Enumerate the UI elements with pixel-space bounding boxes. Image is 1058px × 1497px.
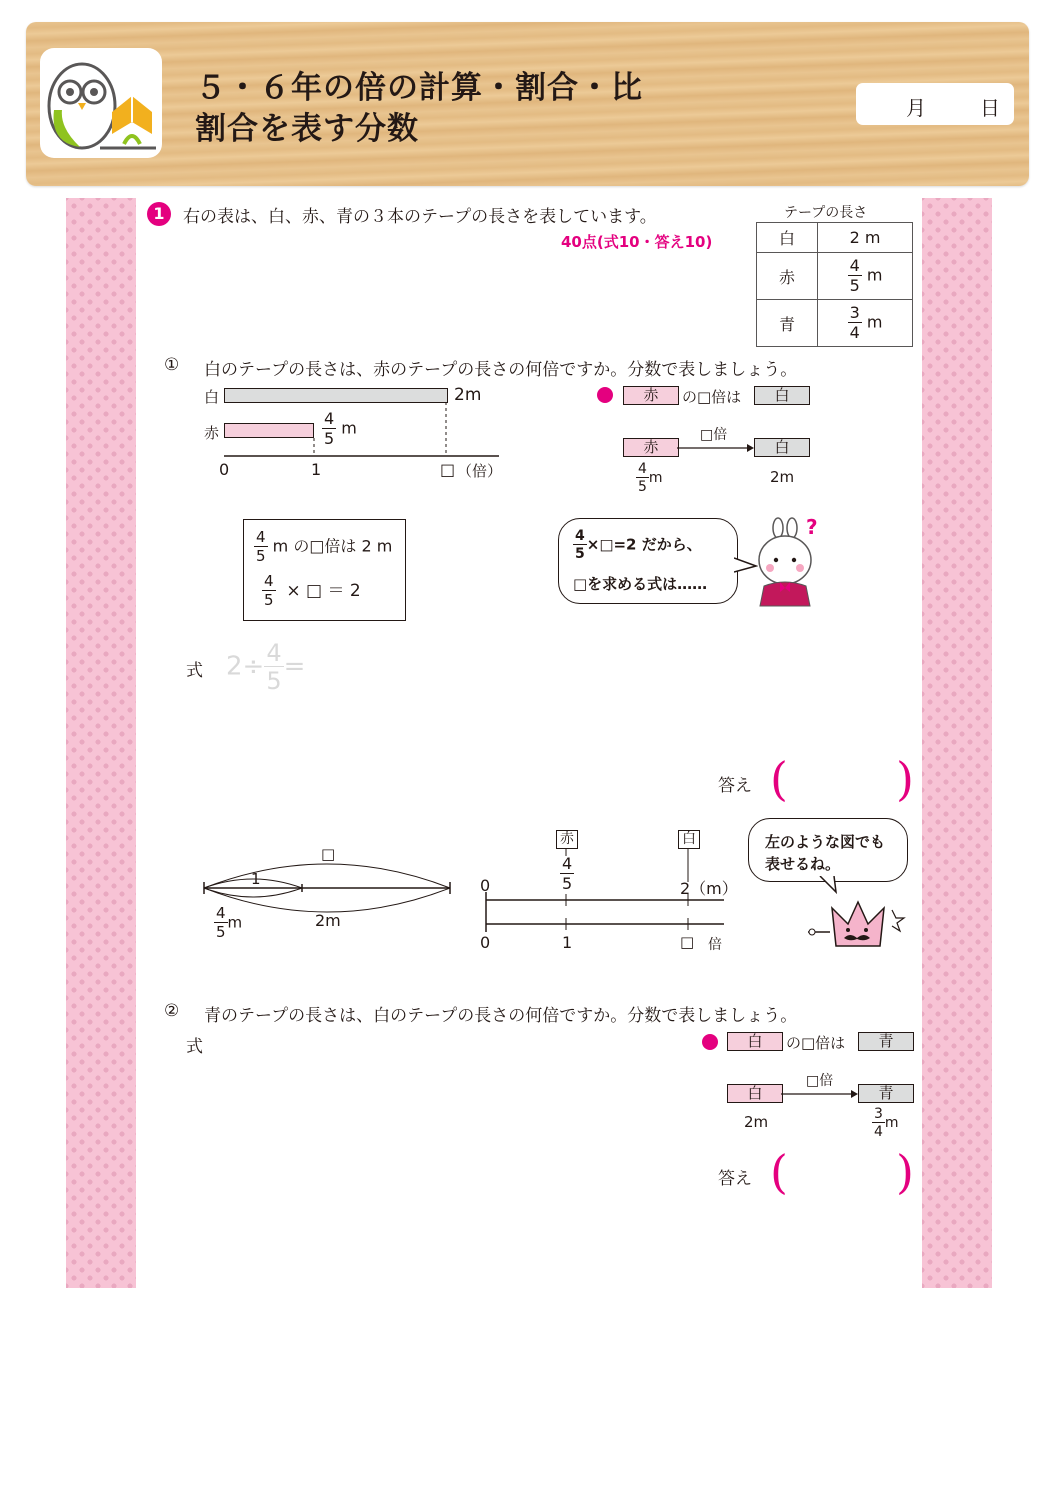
axis-one: 1 <box>311 460 322 479</box>
hint-red-length: $\frac{4}{5}$ m <box>638 461 663 495</box>
hint-arrow <box>677 440 757 456</box>
q1-question: 白のテープの長さは、赤のテープの長さの何倍ですか。分数で表しましょう。 <box>204 360 798 380</box>
numline-white-tag: 白 <box>678 830 700 849</box>
axis-box: □ <box>440 460 456 479</box>
q2-shiki-field[interactable] <box>186 1056 686 1146</box>
q1-answer-label: 答え <box>718 776 752 796</box>
arc-box-label: □ <box>321 845 336 863</box>
table-row-red-value: $\frac{4}{5}$ m <box>818 253 913 300</box>
apple-icon <box>597 387 613 403</box>
q1-answer-paren-close: ) <box>896 752 914 806</box>
bubble-line1: $\frac{4}{5}$ ×□=2 だから、 <box>575 528 702 562</box>
date-day-label: 日 <box>980 96 1000 120</box>
q2-question: 青のテープの長さは、白のテープの長さの何倍ですか。分数で表しましょう。 <box>204 1006 798 1026</box>
right-polka-border <box>922 198 992 1288</box>
crown-bubble-tail <box>818 876 844 896</box>
crown-bubble-line2: 表せるね。 <box>765 855 841 873</box>
crown-speech-bubble <box>748 818 908 882</box>
numline-2m: 2（m） <box>680 879 738 898</box>
hint-white-length: 2m <box>770 468 795 486</box>
table-row-white-value: 2 m <box>818 223 913 253</box>
owl-book-logo-icon <box>40 48 162 158</box>
relation-box <box>243 519 406 621</box>
hint-red-box-2: 赤 <box>623 438 679 457</box>
hint-speech-bubble <box>558 518 738 604</box>
bar-white-label: 白 <box>204 388 220 406</box>
relation-line1: $\frac{4}{5}$ m の□倍は 2 m <box>256 528 393 565</box>
numline-zero-top: 0 <box>480 876 491 895</box>
numline-one: 1 <box>562 933 573 952</box>
q2-white-length: 2m <box>744 1113 769 1131</box>
tape-length-table <box>756 222 913 347</box>
q2-answer-field[interactable] <box>790 1153 900 1197</box>
table-row-white-label: 白 <box>757 223 818 253</box>
hint-mid-text: の□倍は <box>682 388 742 406</box>
q1-shiki-label: 式 <box>186 661 203 681</box>
page-subtitle: 割合を表す分数 <box>195 111 419 147</box>
bar-white-length: 2m <box>454 385 482 405</box>
crown-bubble-line1: 左のような図でも <box>765 833 886 851</box>
numline-red-tag: 赤 <box>556 830 578 849</box>
apple-icon-2 <box>702 1034 718 1050</box>
q2-hint-mid-text: の□倍は <box>786 1034 846 1052</box>
table-row-red-label: 赤 <box>757 253 818 300</box>
svg-text:?: ? <box>806 516 818 539</box>
numline-frac: $\frac{4}{5}$ <box>562 854 573 893</box>
bar-red-label: 赤 <box>204 424 220 442</box>
problem-statement: 右の表は、白、赤、青の３本のテープの長さを表しています。 <box>183 207 657 227</box>
q2-hint-white-box-2: 白 <box>727 1084 783 1103</box>
q2-arrow-label: □倍 <box>806 1073 834 1089</box>
q2-hint-blue-box-2: 青 <box>858 1084 914 1103</box>
axis-unit: （倍） <box>457 462 503 480</box>
arc-2m-label: 2m <box>315 911 341 930</box>
table-caption: テープの長さ <box>784 205 868 221</box>
arc-red-length: $\frac{4}{5}$ m <box>216 904 243 941</box>
date-box[interactable] <box>856 83 1014 125</box>
q2-hint-arrow <box>781 1086 861 1102</box>
table-row-blue-label: 青 <box>757 300 818 347</box>
arc-one-label: 1 <box>251 870 261 888</box>
q2-hint-blue-box: 青 <box>858 1032 914 1051</box>
numline-zero-bottom: 0 <box>480 933 491 952</box>
q1-shiki-trace[interactable]: 2÷ $\frac{4}{5}$ = <box>226 639 306 695</box>
numline-bai: 倍 <box>708 937 722 953</box>
table-row-blue-value: $\frac{3}{4}$ m <box>818 300 913 347</box>
hint-white-box-2: 白 <box>754 438 810 457</box>
q2-blue-length: $\frac{3}{4}$ m <box>874 1106 899 1140</box>
axis-zero: 0 <box>219 460 230 479</box>
numline-box: □ <box>680 933 695 951</box>
q2-shiki-label: 式 <box>186 1037 203 1057</box>
points-label: 40点(式10・答え10) <box>561 233 713 251</box>
q2-answer-paren-close: ) <box>896 1145 914 1199</box>
relation-line2: $\frac{4}{5}$ × □ ＝ 2 <box>264 572 361 609</box>
hint-arrow-label: □倍 <box>700 427 728 443</box>
date-month-label: 月 <box>906 96 926 120</box>
problem-number-badge: 1 <box>147 202 171 226</box>
bubble-line2: □を求める式は…… <box>573 575 708 593</box>
page-title: ５・６年の倍の計算・割合・比 <box>195 70 643 106</box>
q1-mark: ① <box>164 355 180 375</box>
q2-answer-paren-open: ( <box>770 1145 788 1199</box>
hint-white-box: 白 <box>754 386 810 405</box>
left-polka-border <box>66 198 136 1288</box>
q2-mark: ② <box>164 1001 180 1021</box>
crown-character-icon <box>806 896 910 960</box>
q1-answer-paren-open: ( <box>770 752 788 806</box>
bar-axis-lines <box>214 398 504 464</box>
q1-answer-field[interactable] <box>790 760 900 804</box>
q2-hint-white-box: 白 <box>727 1032 783 1051</box>
hint-red-box: 赤 <box>623 386 679 405</box>
rabbit-character-icon <box>752 516 822 616</box>
bar-red-length: $\frac{4}{5}$ m <box>324 409 357 448</box>
q2-answer-label: 答え <box>718 1169 752 1189</box>
